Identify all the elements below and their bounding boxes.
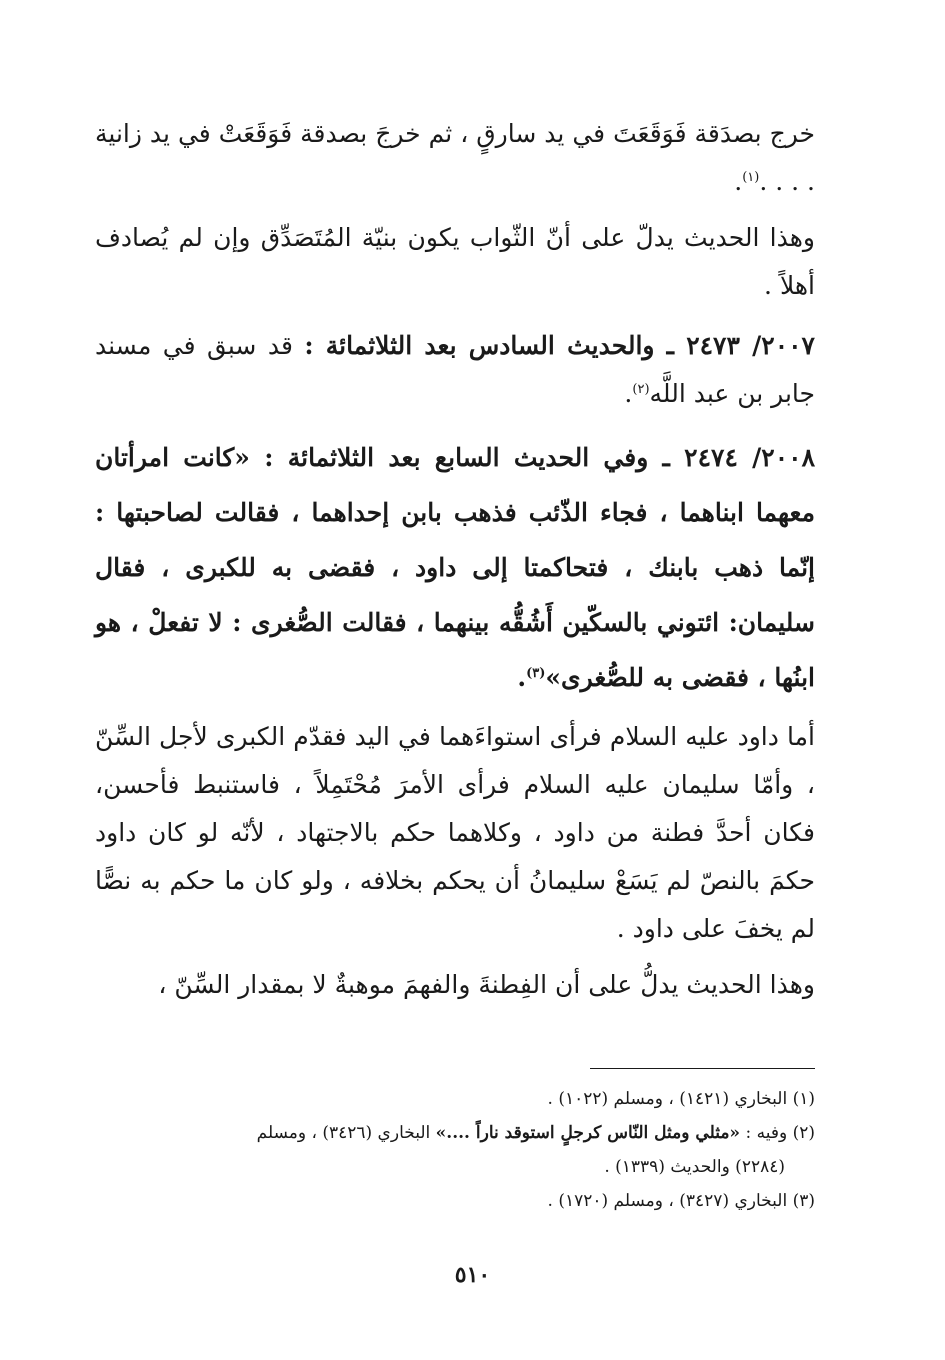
- paragraph-4-end: .: [517, 663, 527, 692]
- footnote-ref-1[interactable]: (١): [742, 170, 760, 185]
- hadith-heading-2473: ٢٠٠٧/ ٢٤٧٣ ـ والحديث السادس بعد الثلاثمائة :: [304, 331, 815, 360]
- paragraph-5: أما داود عليه السلام فرأى استواءَهما في اليد فقدّم الكبرى لأجل السِّنّ ، وأمّا سليمان عليه السلام فرأى الأمرَ مُحْتَمِلاً ، فاستنبط فأحسن، فكان أحدَّ فطنة من داود ، وكلاهما حكم بالاجتهاد ، لأنّه لو كان داود حكمَ بالنصّ لم يَسَعْ سليمانُ أن يحكم بخلافه ، ولو كان ما حكم به نصًّا لم يخفَ على داود .: [95, 722, 815, 943]
- footnote-ref-3[interactable]: (٣): [526, 666, 546, 681]
- paragraph-1-text: خرج بصدَقة فَوَقَعَتَ في يد سارقٍ ، ثم خرجَ بصدقة فَوَقَعَتْ في يد زانية . . . .: [95, 119, 815, 196]
- footnote-2-continuation: (٢٢٨٤) والحديث (١٣٣٩) .: [604, 1157, 785, 1177]
- paragraph-3-text: قد سبق في مسند جابر بن عبد اللَّه: [95, 331, 815, 408]
- footnote-2-quote: «مثلي ومثل النّاس كرجلٍ استوقد ناراً ....»: [435, 1123, 741, 1143]
- footnote-1: (١) البخاري (١٤٢١) ، ومسلم (١٠٢٢) .: [547, 1089, 815, 1109]
- page-number: ٥١٠: [454, 1262, 491, 1288]
- paragraph-3-end: .: [624, 379, 633, 408]
- paragraph-6: وهذا الحديث يدلُّ على أن الفِطنةَ والفهمَ موهبةٌ لا بمقدار السِّنّ ،: [158, 970, 815, 999]
- footnote-2-pre: (٢) وفيه :: [740, 1123, 815, 1143]
- paragraph-2: وهذا الحديث يدلّ على أنّ الثّواب يكون بنيّة المُتَصَدِّق وإن لم يُصادف أهلاً .: [95, 223, 815, 300]
- footnote-2-post: البخاري (٣٤٢٦) ، ومسلم: [256, 1123, 436, 1143]
- paragraph-1-end: .: [734, 167, 743, 196]
- footnote-ref-2[interactable]: (٢): [632, 382, 650, 397]
- paragraph-4-text: ٢٠٠٨/ ٢٤٧٤ ـ وفي الحديث السابع بعد الثلاثمائة : «كانت امرأتان معهما ابناهما ، فجاء الذّئب فذهب بابن إحداهما ، فقالت لصاحبتها : إنّما ذهب بابنك ، فتحاكمتا إلى داود ، فقضى به للكبرى ، فقال سليمان: ائتوني بالسكّين أَشُقُّه بينهما ، فقالت الصُّغرى : لا تفعلْ ، هو ابنُها ، فقضى به للصُّغرى»: [95, 443, 815, 692]
- paragraph-1: [95, 110, 815, 206]
- paragraph-3: [95, 322, 815, 418]
- paragraph-4-hadith: [95, 430, 815, 705]
- footnote-divider: [590, 1068, 815, 1069]
- main-text: [95, 110, 815, 1009]
- footnotes: [95, 1082, 815, 1218]
- footnote-2: [95, 1116, 815, 1184]
- footnote-3: (٣) البخاري (٣٤٢٧) ، ومسلم (١٧٢٠) .: [547, 1191, 815, 1211]
